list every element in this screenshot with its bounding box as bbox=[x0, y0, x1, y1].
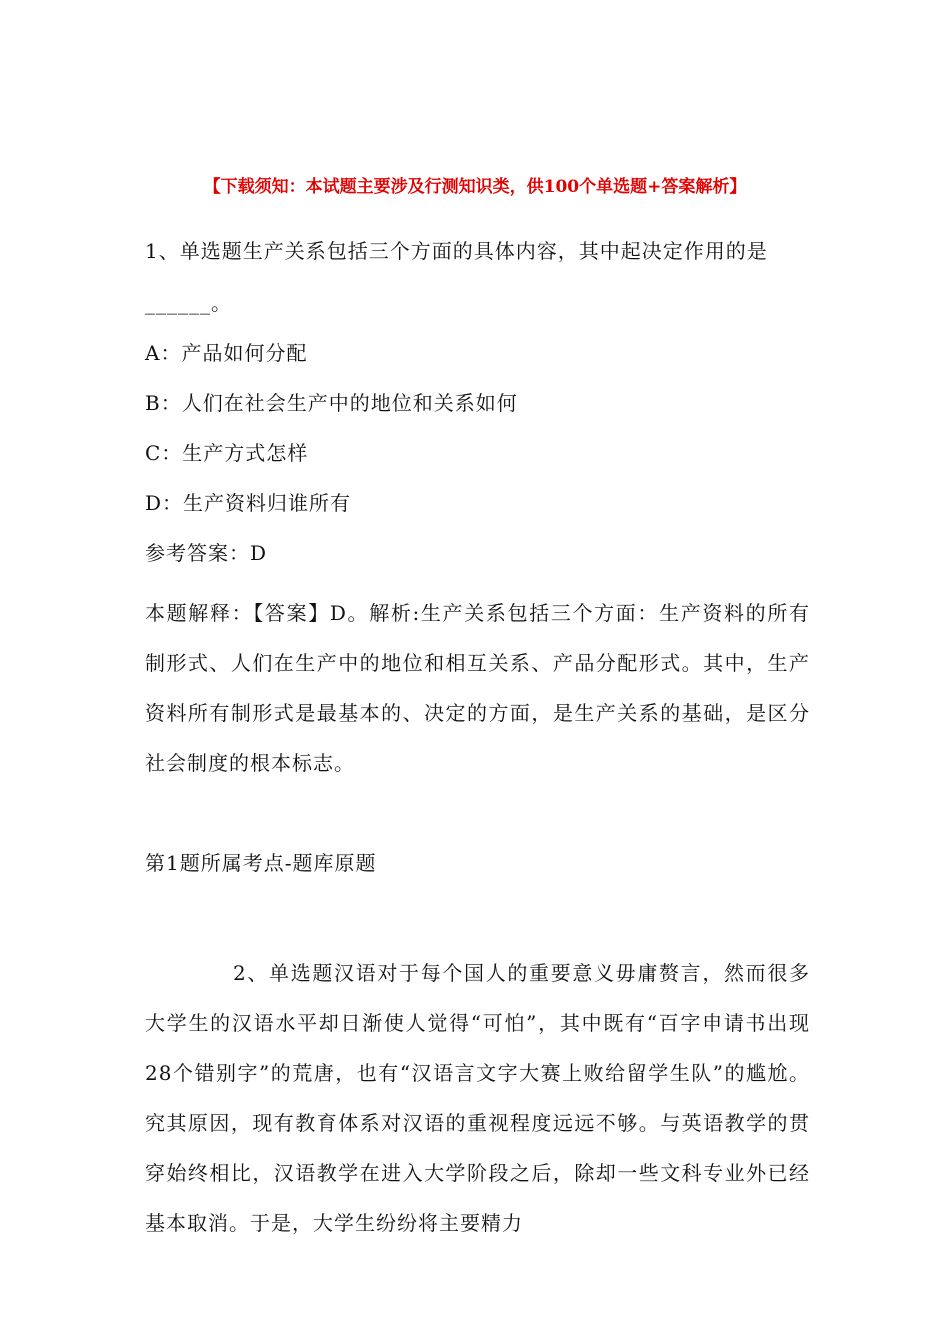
option-d: D：生产资料归谁所有 bbox=[145, 491, 352, 515]
question-1-blank: ______。 bbox=[145, 291, 232, 315]
question-1-explanation: 本题解释：【答案】D。解析:生产关系包括三个方面：生产资料的所有制形式、人们在生产中的地位和相互关系、产品分配形式。其中，生产资料所有制形式是最基本的、决定的方面，是生产关系的基础，是区分社会制度的根本标志。 bbox=[145, 601, 810, 775]
reference-answer: 参考答案：D bbox=[145, 541, 268, 565]
question-2-stem: 2、单选题汉语对于每个国人的重要意义毋庸赘言，然而很多大学生的汉语水平却日渐使人觉得“可怕”，其中既有“百字申请书出现28个错别字”的荒唐，也有“汉语言文字大赛上败给留学生队”的尴尬。究其原因，现有教育体系对汉语的重视程度远远不够。与英语教学的贯穿始终相比，汉语教学在进入大学阶段之后，除却一些文科专业外已经基本取消。于是，大学生纷纷将主要精力 bbox=[145, 961, 810, 1235]
question-content bbox=[145, 236, 810, 1248]
option-c: C：生产方式怎样 bbox=[145, 441, 309, 465]
option-a: A：产品如何分配 bbox=[145, 341, 308, 365]
question-1-stem: 1、单选题生产关系包括三个方面的具体内容，其中起决定作用的是 bbox=[145, 239, 768, 263]
option-b: B：人们在社会生产中的地位和关系如何 bbox=[145, 391, 518, 415]
question-1-topic: 第1题所属考点-题库原题 bbox=[145, 851, 377, 875]
download-notice: 【下载须知：本试题主要涉及行测知识类，供100个单选题+答案解析】 bbox=[203, 177, 747, 197]
